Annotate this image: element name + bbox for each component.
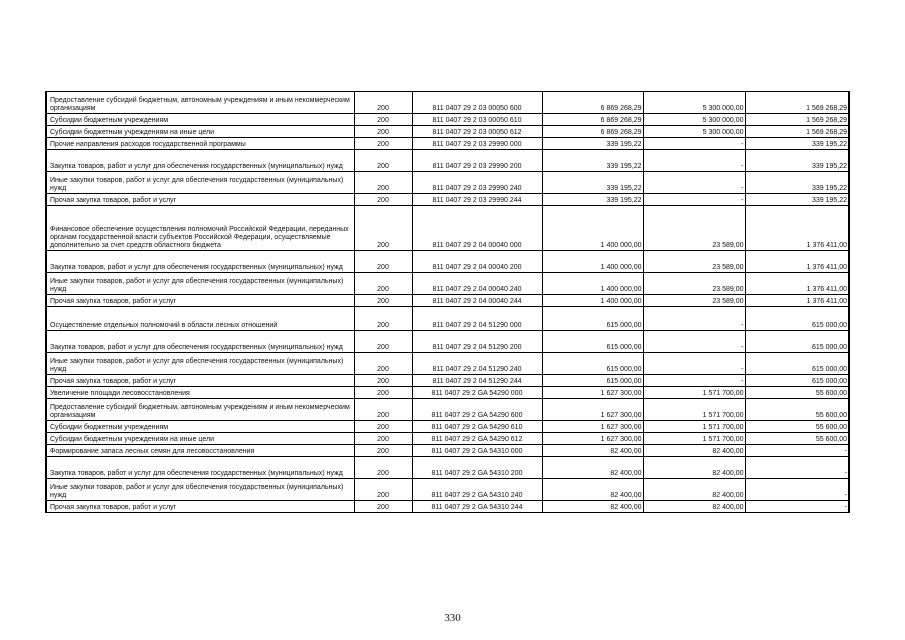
row-name: Предоставление субсидий бюджетным, автономным учреждениям и иным некоммерческим организациям <box>46 399 354 421</box>
row-executed: 82 400,00 <box>643 457 745 479</box>
row-kbk: 811 0407 29 2 04 51290 000 <box>412 307 542 331</box>
row-code: 200 <box>354 445 412 457</box>
row-name: Закупка товаров, работ и услуг для обеспечения государственных (муниципальных) нужд <box>46 331 354 353</box>
row-remaining: - <box>745 445 849 457</box>
table-row <box>46 194 849 206</box>
table-row <box>46 114 849 126</box>
table-row <box>46 331 849 353</box>
row-approved: 82 400,00 <box>542 445 643 457</box>
row-remaining: 339 195,22 <box>745 194 849 206</box>
row-approved: 339 195,22 <box>542 172 643 194</box>
row-remaining: 1 376 411,00 <box>745 251 849 273</box>
row-approved: 6 869 268,29 <box>542 126 643 138</box>
row-remaining: 339 195,22 <box>745 172 849 194</box>
row-executed: - <box>643 150 745 172</box>
row-approved: 6 869 268,29 <box>542 92 643 114</box>
row-code: 200 <box>354 353 412 375</box>
row-approved: 615 000,00 <box>542 331 643 353</box>
row-kbk: 811 0407 29 2 04 51290 200 <box>412 331 542 353</box>
row-remaining: 615 000,00 <box>745 375 849 387</box>
row-remaining: 339 195,22 <box>745 138 849 150</box>
row-code: 200 <box>354 194 412 206</box>
row-code: 200 <box>354 273 412 295</box>
row-executed: 82 400,00 <box>643 501 745 513</box>
row-remaining: 55 600,00 <box>745 399 849 421</box>
row-name: Субсидии бюджетным учреждениям <box>46 421 354 433</box>
row-executed: 23 589,00 <box>643 295 745 307</box>
table-row <box>46 399 849 421</box>
row-name: Закупка товаров, работ и услуг для обеспечения государственных (муниципальных) нужд <box>46 251 354 273</box>
row-approved: 339 195,22 <box>542 194 643 206</box>
row-remaining: 1 569 268,29 <box>745 92 849 114</box>
row-executed: - <box>643 307 745 331</box>
row-executed: - <box>643 172 745 194</box>
row-kbk: 811 0407 29 2 04 00040 240 <box>412 273 542 295</box>
row-approved: 339 195,22 <box>542 138 643 150</box>
table-row <box>46 295 849 307</box>
row-name: Иные закупки товаров, работ и услуг для обеспечения государственных (муниципальных) нужд <box>46 353 354 375</box>
row-approved: 1 400 000,00 <box>542 251 643 273</box>
table-row <box>46 375 849 387</box>
page-number: 330 <box>444 612 461 624</box>
row-kbk: 811 0407 29 2 GA 54290 610 <box>412 421 542 433</box>
row-approved: 615 000,00 <box>542 353 643 375</box>
row-name: Субсидии бюджетным учреждениям <box>46 114 354 126</box>
row-code: 200 <box>354 399 412 421</box>
row-approved: 615 000,00 <box>542 307 643 331</box>
row-remaining: - <box>745 479 849 501</box>
row-name: Прочая закупка товаров, работ и услуг <box>46 194 354 206</box>
row-name: Предоставление субсидий бюджетным, автономным учреждениям и иным некоммерческим организациям <box>46 92 354 114</box>
row-name: Финансовое обеспечение осуществления полномочий Российской Федерации, переданных органам государственной власти субъектов Российской Федерации, осуществляемые дополнительно за счет средств областного бюджета <box>46 206 354 251</box>
row-name: Иные закупки товаров, работ и услуг для обеспечения государственных (муниципальных) нужд <box>46 172 354 194</box>
row-approved: 82 400,00 <box>542 457 643 479</box>
row-code: 200 <box>354 479 412 501</box>
table-row <box>46 433 849 445</box>
row-remaining: 55 600,00 <box>745 433 849 445</box>
row-remaining: - <box>745 457 849 479</box>
row-kbk: 811 0407 29 2 03 29990 240 <box>412 172 542 194</box>
table-row <box>46 138 849 150</box>
row-kbk: 811 0407 29 2 GA 54310 240 <box>412 479 542 501</box>
row-executed: 1 571 700,00 <box>643 421 745 433</box>
row-name: Закупка товаров, работ и услуг для обеспечения государственных (муниципальных) нужд <box>46 457 354 479</box>
row-kbk: 811 0407 29 2 03 00050 600 <box>412 92 542 114</box>
row-executed: - <box>643 194 745 206</box>
table-row <box>46 150 849 172</box>
row-remaining: 1 376 411,00 <box>745 206 849 251</box>
row-kbk: 811 0407 29 2 04 00040 000 <box>412 206 542 251</box>
row-remaining: 1 569 268,29 <box>745 114 849 126</box>
row-code: 200 <box>354 251 412 273</box>
row-kbk: 811 0407 29 2 03 29990 000 <box>412 138 542 150</box>
table-row <box>46 92 849 114</box>
row-executed: 5 300 000,00 <box>643 126 745 138</box>
row-approved: 82 400,00 <box>542 479 643 501</box>
row-name: Увеличение площади лесовосстановления <box>46 387 354 399</box>
row-kbk: 811 0407 29 2 GA 54290 600 <box>412 399 542 421</box>
row-approved: 1 627 300,00 <box>542 399 643 421</box>
row-code: 200 <box>354 126 412 138</box>
row-kbk: 811 0407 29 2 03 29990 200 <box>412 150 542 172</box>
table-row <box>46 273 849 295</box>
row-approved: 1 400 000,00 <box>542 295 643 307</box>
row-kbk: 811 0407 29 2 04 51290 240 <box>412 353 542 375</box>
row-kbk: 811 0407 29 2 03 00050 610 <box>412 114 542 126</box>
row-code: 200 <box>354 375 412 387</box>
row-name: Формирование запаса лесных семян для лесовосстановления <box>46 445 354 457</box>
row-executed: 1 571 700,00 <box>643 399 745 421</box>
row-code: 200 <box>354 295 412 307</box>
row-kbk: 811 0407 29 2 GA 54290 612 <box>412 433 542 445</box>
row-name: Прочая закупка товаров, работ и услуг <box>46 375 354 387</box>
row-code: 200 <box>354 172 412 194</box>
row-name: Субсидии бюджетным учреждениям на иные цели <box>46 433 354 445</box>
row-kbk: 811 0407 29 2 GA 54290 000 <box>412 387 542 399</box>
table-row <box>46 307 849 331</box>
row-code: 200 <box>354 114 412 126</box>
row-kbk: 811 0407 29 2 03 00050 612 <box>412 126 542 138</box>
table-row <box>46 479 849 501</box>
row-executed: 23 589,00 <box>643 251 745 273</box>
row-remaining: - <box>745 501 849 513</box>
row-approved: 82 400,00 <box>542 501 643 513</box>
row-kbk: 811 0407 29 2 04 51290 244 <box>412 375 542 387</box>
row-approved: 1 400 000,00 <box>542 273 643 295</box>
row-code: 200 <box>354 150 412 172</box>
row-kbk: 811 0407 29 2 04 00040 200 <box>412 251 542 273</box>
row-approved: 1 627 300,00 <box>542 421 643 433</box>
row-approved: 6 869 268,29 <box>542 114 643 126</box>
row-approved: 1 400 000,00 <box>542 206 643 251</box>
row-remaining: 615 000,00 <box>745 353 849 375</box>
row-kbk: 811 0407 29 2 GA 54310 200 <box>412 457 542 479</box>
row-code: 200 <box>354 433 412 445</box>
table-row <box>46 353 849 375</box>
row-executed: 5 300 000,00 <box>643 92 745 114</box>
row-code: 200 <box>354 457 412 479</box>
row-code: 200 <box>354 92 412 114</box>
row-kbk: 811 0407 29 2 04 00040 244 <box>412 295 542 307</box>
table-row <box>46 251 849 273</box>
row-code: 200 <box>354 421 412 433</box>
row-remaining: 1 569 268,29 <box>745 126 849 138</box>
row-executed: 23 589,00 <box>643 206 745 251</box>
table-row <box>46 206 849 251</box>
row-remaining: 55 600,00 <box>745 421 849 433</box>
row-approved: 615 000,00 <box>542 375 643 387</box>
row-code: 200 <box>354 501 412 513</box>
row-kbk: 811 0407 29 2 GA 54310 000 <box>412 445 542 457</box>
row-remaining: 615 000,00 <box>745 307 849 331</box>
row-executed: - <box>643 331 745 353</box>
row-code: 200 <box>354 331 412 353</box>
table-row <box>46 421 849 433</box>
table-row <box>46 387 849 399</box>
row-name: Прочие направления расходов государственной программы <box>46 138 354 150</box>
row-remaining: 55 600,00 <box>745 387 849 399</box>
row-code: 200 <box>354 138 412 150</box>
row-executed: 23 589,00 <box>643 273 745 295</box>
row-name: Субсидии бюджетным учреждениям на иные цели <box>46 126 354 138</box>
row-name: Прочая закупка товаров, работ и услуг <box>46 501 354 513</box>
row-remaining: 339 195,22 <box>745 150 849 172</box>
row-executed: - <box>643 353 745 375</box>
row-executed: 82 400,00 <box>643 479 745 501</box>
row-name: Прочая закупка товаров, работ и услуг <box>46 295 354 307</box>
row-code: 200 <box>354 206 412 251</box>
row-executed: - <box>643 375 745 387</box>
row-code: 200 <box>354 307 412 331</box>
row-approved: 1 627 300,00 <box>542 387 643 399</box>
row-executed: 82 400,00 <box>643 445 745 457</box>
row-executed: 5 300 000,00 <box>643 114 745 126</box>
budget-execution-table <box>45 91 850 513</box>
table-row <box>46 501 849 513</box>
table-row <box>46 172 849 194</box>
table-row <box>46 457 849 479</box>
row-code: 200 <box>354 387 412 399</box>
row-executed: 1 571 700,00 <box>643 387 745 399</box>
row-kbk: 811 0407 29 2 03 29990 244 <box>412 194 542 206</box>
row-name: Осуществление отдельных полномочий в области лесных отношений <box>46 307 354 331</box>
row-executed: 1 571 700,00 <box>643 433 745 445</box>
row-remaining: 1 376 411,00 <box>745 273 849 295</box>
row-approved: 339 195,22 <box>542 150 643 172</box>
row-executed: - <box>643 138 745 150</box>
row-remaining: 1 376 411,00 <box>745 295 849 307</box>
table-row <box>46 445 849 457</box>
row-name: Иные закупки товаров, работ и услуг для обеспечения государственных (муниципальных) нужд <box>46 273 354 295</box>
row-remaining: 615 000,00 <box>745 331 849 353</box>
row-name: Закупка товаров, работ и услуг для обеспечения государственных (муниципальных) нужд <box>46 150 354 172</box>
row-approved: 1 627 300,00 <box>542 433 643 445</box>
row-kbk: 811 0407 29 2 GA 54310 244 <box>412 501 542 513</box>
row-name: Иные закупки товаров, работ и услуг для обеспечения государственных (муниципальных) нужд <box>46 479 354 501</box>
table-row <box>46 126 849 138</box>
